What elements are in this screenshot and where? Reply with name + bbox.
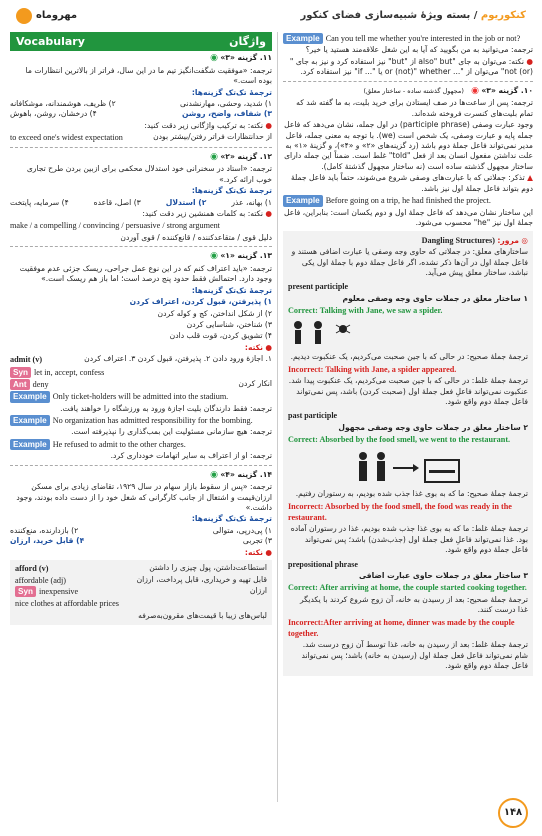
logo	[16, 8, 77, 24]
incorrect-3-text: Incorrect:After arriving at home, dinner was made by the couple together.	[288, 617, 515, 638]
q12-options-label: ترجمهٔ تک‌تک گزینه‌ها:	[191, 186, 272, 196]
syn-tag: Syn	[15, 586, 36, 597]
people-spider-icon	[288, 319, 358, 349]
illustration-restaurant	[288, 448, 528, 486]
dangling-case-2: ۲ ساختار معلق در جملات حاوی وجه وصفی مجهول	[338, 422, 528, 432]
incorrect-1-text: Incorrect: Talking with Jane, a spider appeared.	[288, 364, 457, 374]
admit-syn-text: let in, accept, confess	[34, 367, 105, 377]
q11-option-3: ۳) شفاف، واضح، روشن	[182, 109, 272, 119]
example-tag: Example	[10, 391, 50, 402]
q11-collocation-fa: از حدانتظارات فراتر رفتن/بیشتر بودن	[153, 132, 272, 142]
example-2-translation: این ساختار نشان می‌دهد که فاعل جملهٔ اول و دوم یکسان است: بنابراین، فاعل جملهٔ اول نیز "he" محسوب می‌شود.	[283, 207, 533, 228]
q14-title: ۱۴. گزینه «۴»	[220, 469, 272, 479]
admit-definition: ۱. اجازهٔ ورود دادن ۲. پذیرفتن، قبول کردن ۳. اعتراف کردن	[84, 354, 272, 364]
admit-example-a-text: Only ticket-holders will be admitted into the stadium.	[52, 392, 229, 402]
logo-icon	[16, 8, 32, 24]
q14-note-text: نکته:	[244, 547, 263, 557]
correct-1	[288, 305, 528, 316]
warning-icon: ▲	[527, 173, 533, 183]
dangling-case-3: ۳ ساختار معلق در جملات حاوی عبارت اضافی	[358, 570, 528, 580]
note-icon: ●	[265, 547, 272, 557]
admit-example-c	[10, 439, 272, 450]
incorrect-2	[288, 501, 528, 524]
admit-syn	[10, 367, 272, 378]
admit-ant-fa: انکار کردن	[238, 379, 272, 389]
q11-heading	[10, 52, 272, 64]
vocabulary-title-fa: واژگان	[229, 35, 266, 48]
column-divider	[277, 32, 278, 802]
note-icon: ●	[265, 120, 272, 130]
q10-heading	[283, 85, 533, 97]
q11-options-label: ترجمهٔ تک‌تک گزینه‌ها:	[191, 87, 272, 97]
q11-translation: ترجمه: «موفقیت شگفت‌انگیز تیم ما در این سال، فراتر از بالاترین انتظارات ما بوده است.»	[25, 65, 272, 86]
q14-option-4: ۴) قابل خرید، ارزان	[10, 536, 85, 546]
correct-2	[288, 434, 528, 445]
q13-option-4: ۴) تشویق کردن، قوت قلب دادن	[169, 331, 272, 341]
correct-3	[288, 582, 528, 593]
note-icon: ●	[265, 208, 272, 218]
q13-note-text: نکته:	[244, 342, 263, 352]
afford-entry	[15, 563, 267, 574]
warning	[283, 173, 533, 194]
q12-option-1: ۱) بهانه، عذر	[231, 197, 272, 207]
q14-options-label: ترجمهٔ تک‌تک گزینه‌ها:	[191, 514, 272, 524]
q11-option-2: ۲) ظریف، هوشمندانه، موشکافانه	[10, 98, 116, 108]
afford-syn	[15, 586, 267, 597]
q12-heading	[10, 151, 272, 163]
q13-option-1: ۱) پذیرفتن، قبول کردن، اعتراف کردن	[129, 297, 272, 307]
q11-note	[10, 121, 272, 131]
warning-text: تذکر: جملاتی که با عبارت‌های وصفی شروع می‌شوند، حتماً باید فاعل جملهٔ دوم بتواند فاعل جملهٔ اول نیز باشد.	[290, 173, 533, 193]
right-column	[283, 32, 533, 802]
present-participle-heading: present participle	[288, 282, 349, 292]
wifi-icon: ◉	[210, 151, 218, 162]
incorrect-2-translation: ترجمهٔ جملهٔ غلط: ما که به بوی غذا جذب شده بودیم، غذا در رستوران آماده بود. غذا نمی‌تواند فاعلِ فعل جملهٔ اول (جذب‌شدن) باشد؛ پس نمی‌تواند فاعل جملهٔ دوم واقع شود.	[290, 524, 528, 555]
q14-option-2: ۲) بازدارنده، منع‌کننده	[10, 525, 79, 535]
afford-box	[10, 560, 272, 625]
admit-example-b-translation: ترجمه: هیچ سازمانی مسئولیت این بمب‌گذاری را نپذیرفته است.	[71, 427, 272, 437]
q12-option-4: ۴) سرمایه، پایتخت	[10, 197, 69, 207]
people-restaurant-icon	[353, 450, 463, 484]
note-icon: ●	[265, 342, 272, 352]
q11-options-row2	[10, 109, 272, 119]
q13-option-3: ۳) شناختن، شناسایی کردن	[186, 319, 272, 329]
correct-2-text: Correct: Absorbed by the food smell, we went to the restaurant.	[288, 434, 511, 444]
q13-translation: ترجمه: «باید اعتراف کنم که در این نوع عمل جراحی، ریسک جزئی عدم موفقیت وجود دارد. احتمالش فقط حدود پنج درصد است؛ اما باز هم ریسک است.»	[19, 263, 272, 284]
incorrect-1-translation: ترجمهٔ جملهٔ غلط: در حالی که با جین صحبت می‌کردیم، یک عنکبوت پیدا شد. عنکبوت نمی‌تواند فاعلِ فعل جملهٔ اول (صحبت کردن) باشد، پس نمی‌تواند فاعل جملهٔ دوم واقع شود.	[288, 376, 528, 406]
q12-note	[10, 209, 272, 219]
admit-example-c-text: He refused to admit to the other charges.	[52, 439, 186, 449]
ant-tag: Ant	[10, 379, 30, 390]
review-text: ساختارهای معلق: در جملاتی که حاوی وجه وصفی یا عبارت اضافی هستند و فاعل جملهٔ اول در آن‌ها ذکر نشده، اگر فاعل جملهٔ دوم با جملهٔ اول یکی نباشد، ساختار معلق پیش می‌آید.	[291, 247, 528, 277]
afford-definition: استطاعت‌داشتن، پول چیزی را داشتن	[149, 563, 267, 573]
q13-title: ۱۳. گزینه «۱»	[220, 251, 272, 261]
afford-example: nice clothes at affordable prices	[15, 599, 119, 609]
correct-1-translation: ترجمهٔ جملهٔ صحیح: در حالی که با جین صحبت می‌کردیم، یک عنکبوت دیدیم.	[290, 352, 528, 362]
review-title: (Dangling Structures	[421, 235, 495, 245]
example-tag: Example	[10, 439, 50, 450]
admit-ant	[10, 379, 272, 390]
left-column	[10, 32, 272, 802]
review-label: مرور:	[497, 235, 519, 245]
separator	[283, 81, 533, 82]
q12-translation: ترجمه: «استاد در سخنرانی خود استدلال محکمی برای ازبین بردن طرح تجاری خوب ارائه کرد.»	[26, 164, 272, 184]
logo-text: مهروماه	[36, 10, 78, 22]
example-2-text: Before going on a trip, he had finished the project.	[325, 196, 491, 206]
q12-collocation-fa: دلیل قوی / متقاعدکننده / قانع‌کننده / قوی آوردن	[120, 232, 272, 242]
q13-option-2: ۲) از شکل انداختن، کج و کوله کردن	[157, 308, 272, 318]
incorrect-3-translation: ترجمهٔ جملهٔ غلط: بعد از رسیدن به خانه، غذا توسط آن زوج درست شد. شام نمی‌تواند فاعل فعل جملهٔ اول (رسیدن به خانه) باشد؛ پس نمی‌تواند فاعل جملهٔ دوم واقع شود.	[301, 640, 528, 671]
correct-1-text: Correct: Talking with Jane, we saw a spider.	[288, 305, 443, 315]
afford-example-translation: لباس‌های زیبا با قیمت‌های مقرون‌به‌صرفه	[138, 610, 267, 620]
past-participle-heading: past participle	[288, 411, 338, 421]
example-2	[283, 195, 533, 206]
header-title-rest: / بسته ویژهٔ شبیه‌سازی فضای کنکور	[300, 10, 478, 21]
prepositional-phrase-heading: prepositional phrase	[288, 559, 358, 569]
example-tag: Example	[283, 33, 323, 44]
admit-example-b	[10, 415, 272, 426]
q13-heading	[10, 250, 272, 262]
page-number: ۱۴۸	[498, 798, 528, 828]
header-title-brand: کنکوریوم	[480, 10, 526, 21]
wifi-icon: ◉	[210, 251, 218, 262]
vocabulary-banner	[10, 32, 272, 51]
q14-option-1: ۱) پی‌درپی، متوالی	[212, 525, 272, 535]
page-header	[0, 0, 542, 32]
q14-options-row2	[10, 536, 272, 546]
example-top	[283, 33, 533, 44]
q14-note	[10, 548, 272, 558]
q10-title: ۱۰. گزینه «۳»	[481, 85, 533, 95]
admit-ant-text: deny	[32, 380, 49, 390]
afford-syn-fa: ارزان	[249, 585, 267, 595]
illustration-spider	[288, 319, 528, 349]
separator	[10, 465, 272, 466]
correct-2-translation: ترجمهٔ جملهٔ صحیح: ما که به بوی غذا جذب شده بودیم، به رستوران رفتیم.	[295, 489, 528, 499]
example-top-translation: ترجمه: می‌توانید به من بگویید که آیا به این شغل علاقه‌مند هستید یا خیر؟	[305, 45, 533, 55]
note-top	[283, 57, 533, 78]
review-icon: ◎	[521, 235, 528, 245]
separator	[10, 147, 272, 148]
q14-option-3: ۳) تجربی	[242, 536, 272, 546]
affordable-word: affordable (adj)	[15, 575, 66, 585]
review-heading	[288, 235, 528, 246]
wifi-icon: ◉	[210, 53, 218, 64]
correct-3-text: Correct: After arriving at home, the couple started cooking together.	[288, 583, 527, 593]
q12-options-row	[10, 198, 272, 208]
affordable-definition: قابل تهیه و خریداری، قابل پرداخت، ارزان	[136, 574, 267, 584]
q12-collocation-en: make / a compelling / convincing / persuasive / strong argument	[10, 221, 220, 231]
incorrect-3	[288, 617, 528, 640]
q11-collocation-en: to exceed one's widest expectation	[10, 133, 123, 143]
q12-option-3: ۳) اصل، قاعده	[93, 197, 141, 207]
affordable-entry	[15, 575, 267, 586]
example-tag: Example	[283, 195, 323, 206]
admit-entry	[10, 354, 272, 365]
q12-note-text: نکته: به کلمات همنشین زیر دقت کنید:	[142, 208, 263, 218]
example-tag: Example	[10, 415, 50, 426]
incorrect-2-text: Incorrect: Absorbed by the food smell, the food was ready in the restaurant.	[288, 501, 512, 523]
q12-title: ۱۲. گزینه «۲»	[220, 151, 272, 161]
q10-explanation: وجود عبارت وصفی (participle phrase) در اول جمله، نشان می‌دهد که فاعل جمله پایه و عبارت وصفی، یک شخص است (we). با توجه به معنی جمله، فاعل مدیر نمی‌تواند فاعل جملهٔ دوم باشد (رد گزینه‌های «۲» و «۴»)، و گزینهٔ «۱» به علت نداشتن مفعول انسان بعد از فعل "told" غلط است. ضمناً این جمله دارای ساختار مجهول گذشته ساده است (نه ساختار مجهول گذشتهٔ کامل).	[284, 120, 533, 171]
vocabulary-title: Vocabulary	[16, 35, 85, 48]
separator	[10, 246, 272, 247]
q14-translation: ترجمه: «پس از سقوط بازار سهام در سال ۱۹۲۹، تقاضای زیادی برای مسکن ارزان‌قیمت و اشتغال از جانب کارگرانی که شغل خود را از دست داده بودند، وجود داشت.»	[16, 482, 272, 513]
q11-title: ۱۱. گزینه «۳»	[220, 53, 272, 63]
wifi-icon: ◉	[210, 469, 218, 480]
syn-tag: Syn	[10, 367, 31, 378]
afford-word: afford (v)	[15, 564, 49, 574]
example-top-text: Can you tell me whether you're interested in the job or not?	[325, 34, 521, 43]
admit-word: admit (v)	[10, 355, 43, 365]
q11-note-text: نکته: به ترکیب واژگانی زیر دقت کنید:	[144, 120, 263, 130]
header-title	[301, 9, 526, 23]
q13-options-label: ترجمهٔ تک‌تک گزینه‌ها:	[191, 285, 272, 295]
admit-example-b-text: No organization has admitted responsibility for the bombing.	[52, 416, 253, 426]
q11-options-row1	[10, 99, 272, 109]
review-box	[283, 231, 533, 676]
q11-option-1: ۱) شدید، وحشی، مهارنشدنی	[180, 98, 272, 108]
admit-example-a	[10, 391, 272, 402]
note-icon: ●	[526, 56, 533, 66]
dangling-case-1: ۱ ساختار معلق در جملات حاوی وجه وصفی معلوم	[342, 293, 528, 303]
q12-option-2: ۲) استدلال	[165, 197, 207, 207]
q10-translation: ترجمه: پس از ساعت‌ها در صف ایستادن برای خرید بلیت، به ما گفته شد که تمام بلیت‌های کنسرت فروخته شده‌اند.	[296, 98, 533, 118]
q13-note	[10, 343, 272, 353]
q11-option-4: ۴) درخشان، روشن، باهوش	[10, 109, 97, 119]
admit-example-a-translation: ترجمه: فقط دارندگان بلیت اجازهٔ ورود به ورزشگاه را خواهند یافت.	[60, 403, 272, 413]
wifi-icon: ◉	[471, 85, 479, 96]
admit-example-c-translation: ترجمه: او از اعتراف به سایر اتهامات خودداری کرد.	[110, 451, 272, 461]
incorrect-1	[288, 364, 528, 375]
q10-topic: (مجهول گذشته ساده - ساختار معلق)	[363, 86, 464, 95]
correct-3-translation: ترجمهٔ جملهٔ صحیح: بعد از رسیدن به خانه، آن زوج شروع کردند با یکدیگر غذا درست کنند.	[299, 594, 528, 615]
q11-collocation	[10, 132, 272, 143]
q14-heading	[10, 469, 272, 481]
afford-syn-text: inexpensive	[39, 586, 79, 596]
note-top-text: نکته: می‌توان به جای "also" but از "but" نیز استفاده کرد و نیز به جای "(or) not" می‌توان از "... or (not)" whether یا "... if" نیز استفاده کرد.	[289, 56, 533, 77]
q14-options-row1	[10, 526, 272, 536]
